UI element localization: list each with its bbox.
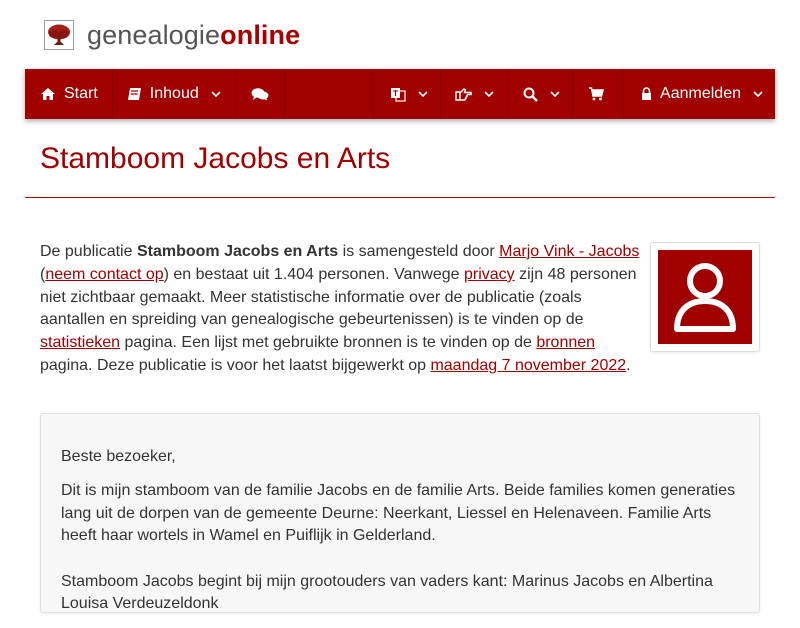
tree-logo-icon	[44, 20, 74, 50]
hand-point-icon	[455, 87, 472, 101]
intro-text: zijn 48 personen niet zichtbaar gemaakt. Meer statistische informatie over de publicatie (zoals aantallen en spreiding van genealogische gebeurtenissen) is te vinden op de	[40, 265, 637, 329]
author-avatar[interactable]	[650, 242, 760, 352]
nav-start[interactable]	[25, 69, 113, 119]
home-icon	[40, 87, 56, 101]
intro-text: De publicatie	[40, 243, 137, 260]
nav-contents[interactable]	[113, 69, 236, 119]
nav-login[interactable]	[624, 69, 775, 119]
welcome-message	[61, 446, 751, 628]
intro-text: (	[40, 265, 46, 283]
nav-contents-label: Inhoud	[149, 85, 199, 102]
intro-text: .	[626, 356, 631, 374]
sources-link[interactable]: bronnen	[536, 334, 596, 352]
title-divider	[25, 197, 775, 198]
privacy-link[interactable]: privacy	[463, 265, 515, 283]
nav-spacer	[285, 69, 374, 119]
search-icon	[523, 87, 538, 102]
intro-text: ) en bestaat uit 1.404 personen. Vanwege	[163, 265, 464, 283]
message-paragraph: Dit is mijn stamboom van de familie Jacobs en de familie Arts. Beide families komen generaties lang uit de dorpen van de gemeente Deurne: Neerkant, Liessel en Helenaveen. Familie Arts heeft haar wortels in Wamel en Puiflijk in Gelderland.	[61, 482, 736, 545]
welcome-message-card	[40, 413, 760, 613]
page-title: Stamboom Jacobs en Arts	[40, 142, 391, 175]
contact-link[interactable]: neem contact op	[45, 265, 164, 283]
chevron-down-icon	[211, 91, 221, 98]
chevron-down-icon	[484, 91, 494, 98]
nav-login-label: Aanmelden	[660, 85, 741, 102]
chevron-down-icon	[550, 91, 560, 98]
message-greeting: Beste bezoeker,	[61, 448, 176, 465]
nav-forum[interactable]	[236, 69, 285, 119]
comments-icon	[251, 87, 269, 101]
nav-actions[interactable]	[441, 69, 508, 119]
user-silhouette-icon	[658, 250, 752, 344]
translate-icon	[390, 87, 406, 102]
shopping-cart-icon	[588, 87, 604, 101]
intro-text: pagina. Een lijst met gebruikte bronnen is te vinden op de	[120, 334, 537, 352]
site-name-main: genealogie	[87, 20, 221, 50]
nav-language[interactable]	[374, 69, 441, 119]
nav-start-label: Start	[64, 85, 98, 102]
lock-icon	[641, 87, 652, 101]
statistics-link[interactable]: statistieken	[40, 334, 121, 352]
nav-shop[interactable]	[573, 69, 624, 119]
site-logo[interactable]	[44, 18, 300, 52]
last-updated-link[interactable]: maandag 7 november 2022	[430, 356, 627, 374]
main-navbar	[25, 69, 775, 119]
book-icon	[127, 87, 142, 101]
chevron-down-icon	[753, 91, 763, 98]
chevron-down-icon	[418, 91, 428, 98]
publication-intro	[40, 241, 642, 378]
site-name	[87, 19, 300, 51]
publication-name: Stamboom Jacobs en Arts	[136, 243, 339, 260]
intro-text: pagina. Deze publicatie is voor het laatst bijgewerkt op	[40, 356, 431, 374]
author-link[interactable]: Marjo Vink - Jacobs	[499, 243, 640, 260]
site-name-accent: online	[220, 20, 301, 50]
message-paragraph: Stamboom Jacobs begint bij mijn grootouders van vaders kant: Marinus Jacobs en Albertina Louisa Verdeuzeldonk	[61, 572, 713, 613]
nav-search[interactable]	[508, 69, 573, 119]
intro-text: is samengesteld door	[338, 243, 500, 260]
